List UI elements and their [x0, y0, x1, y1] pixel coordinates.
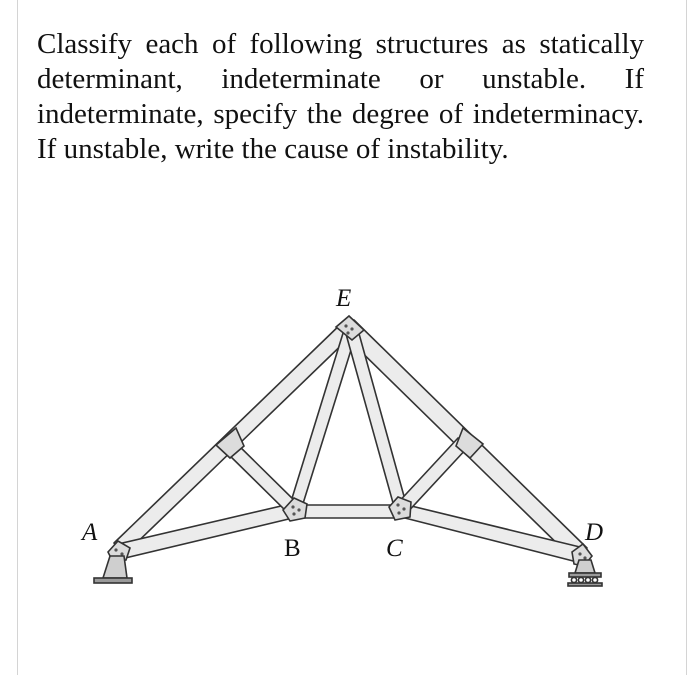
joint-label-a: A	[82, 519, 98, 546]
truss-members	[114, 320, 587, 563]
joint-label-b: B	[284, 535, 301, 562]
question-text: Classify each of following structures as statically determinant, indeterminate or unstable. If indeterminate, specify the degree of indeterminacy. If unstable, write the cause of instability.	[37, 28, 644, 165]
joint-label-e: E	[336, 285, 352, 312]
bolts	[114, 324, 586, 559]
member-bc	[295, 505, 400, 518]
truss-diagram	[0, 270, 700, 610]
joint-label-d: D	[585, 519, 604, 546]
roller-support-d	[568, 560, 602, 586]
joint-label-c: C	[386, 535, 403, 562]
